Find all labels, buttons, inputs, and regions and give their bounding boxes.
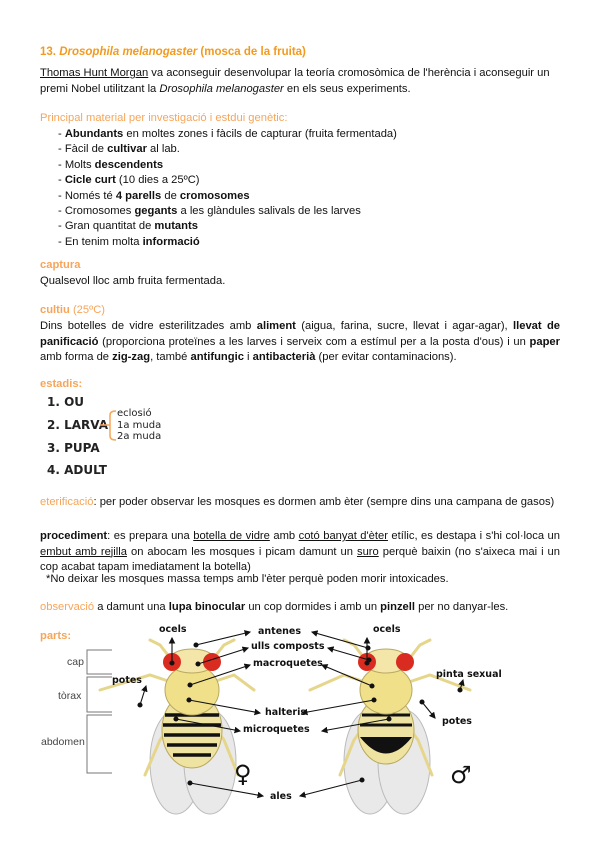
region-cap: cap xyxy=(67,656,84,668)
region-abdomen: abdomen xyxy=(41,736,85,748)
cultiu-heading: cultiu (25ºC) xyxy=(40,304,106,316)
list-item: - Abundants en moltes zones i fàcils de capturar (fruita fermentada) xyxy=(58,128,397,140)
captura-text: Qualsevol lloc amb fruita fermentada. xyxy=(40,275,226,287)
region-torax: tòrax xyxy=(58,690,82,702)
label-antenes: antenes xyxy=(258,626,302,637)
eterificacio-paragraph: eterificació: per poder observar les mosques es dormen amb èter (sempre dins una campana de gasos) xyxy=(40,496,555,508)
morgan-link: Thomas Hunt Morgan xyxy=(40,67,149,79)
material-heading: Principal material per investigació i estdui genètic: xyxy=(40,112,288,124)
female-symbol-icon: ♀ xyxy=(234,760,252,788)
label-microquetes: microquetes xyxy=(243,724,310,735)
intro-species: Drosophila melanogaster xyxy=(159,82,284,95)
stage-larva: 2. LARVA xyxy=(47,418,109,432)
ether-warning-note: *No deixar les mosques massa temps amb l'èter perquè poden morir intoxicades. xyxy=(46,573,449,585)
male-fly xyxy=(310,640,470,814)
stage-pupa: 3. PUPA xyxy=(47,441,100,455)
male-symbol-icon: ♂ xyxy=(450,761,472,789)
estadis-heading: estadis: xyxy=(40,378,83,390)
larva-substages: eclosió 1a muda 2a muda xyxy=(117,408,162,442)
list-item: - Només té 4 parells de cromosomes xyxy=(58,189,250,202)
list-item: - Cromosomes gegants a les glàndules salivals de les larves xyxy=(58,205,361,218)
label-pinta-sexual: pinta sexual xyxy=(436,669,502,680)
label-ales: ales xyxy=(270,791,292,802)
parts-heading: parts: xyxy=(40,630,72,642)
female-fly xyxy=(100,640,254,814)
intro-text-2: premi Nobel utilitzant la xyxy=(40,82,160,95)
cultiu-paragraph: Dins botelles de vidre esterilitzades amb aliment (aigua, farina, sucre, llevat i agar-agar), llevat de panificació (proporciona proteïnes a les larves i serveix com a estímul per a la posta d'ous) i un paper amb forma de zig-zag, també antifungic i antibacterià (per evitar contaminacions). xyxy=(40,320,561,363)
region-brackets xyxy=(87,650,112,773)
stage-adult: 4. ADULT xyxy=(47,463,107,477)
observacio-paragraph: observació a damunt una lupa binocular un cop dormides i amb un pinzell per no danyar-les. xyxy=(40,601,509,613)
label-halteris: halteris xyxy=(265,707,307,718)
captura-heading: captura xyxy=(40,259,81,271)
common-name: (mosca de la fruita) xyxy=(197,46,306,58)
intro-text-1: va aconseguir desenvolupar la teoría cromosòmica de l'herència i aconseguir un xyxy=(148,67,550,79)
stage-ou: 1. OU xyxy=(47,395,85,409)
label-potes-female: potes xyxy=(112,675,142,686)
intro-text-3: en els seus experiments. xyxy=(283,82,411,95)
list-item: - Molts descendents xyxy=(58,158,164,171)
list-item: - Gran quantitat de mutants xyxy=(58,220,198,233)
list-item: - Fàcil de cultivar al lab. xyxy=(58,143,180,156)
label-potes-male: potes xyxy=(442,716,472,727)
procediment-paragraph: procediment: es prepara una botella de vidre amb cotó banyat d'èter etílic, es destapa i s'hi col·loca un embut amb rejilla on abocam les mosques i picam damunt un suro perquè baixin (no s'aixeca mai i un cop acabat tapam imediatament la botella) xyxy=(40,530,560,573)
list-item: - Cicle curt (10 dies a 25ºC) xyxy=(58,174,200,187)
species-name: Drosophila melanogaster xyxy=(59,46,198,58)
label-ocels-female: ocels xyxy=(159,624,187,635)
label-ulls-composts: ulls composts xyxy=(251,641,325,652)
section-number: 13. xyxy=(40,46,60,58)
list-item: - En tenim molta informació xyxy=(58,235,200,248)
label-ocels-male: ocels xyxy=(373,624,401,635)
label-macroquetes: macroquetes xyxy=(253,658,323,669)
